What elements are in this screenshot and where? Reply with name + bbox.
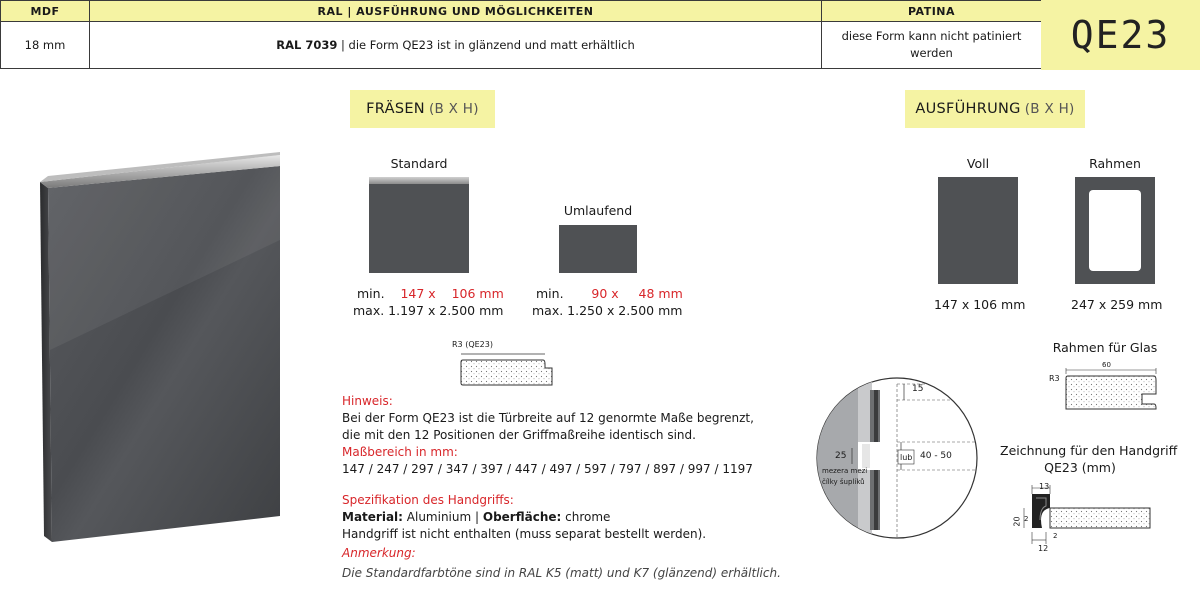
- circle-note-1: mezera mezi: [822, 467, 868, 475]
- standard-panel-rail: [369, 177, 469, 184]
- hg-dim-12: 12: [1038, 544, 1049, 553]
- umlaufend-panel: [559, 225, 637, 273]
- fraesen-subtitle: (B X H): [428, 101, 479, 117]
- massbereich-values: 147 / 247 / 297 / 347 / 397 / 447 / 497 / 597 / 797 / 897 / 997 / 1197: [342, 462, 753, 476]
- profile-drawing: [455, 350, 565, 388]
- header-mdf: MDF: [1, 1, 90, 22]
- model-code: QE23: [1041, 0, 1200, 70]
- anmerkung-text: [342, 565, 781, 582]
- rahmen-glas-r3: R3: [1049, 374, 1060, 383]
- massbereich-title: Maßbereich in mm:: [342, 445, 458, 459]
- patina-value: diese Form kann nicht patiniert werden: [822, 22, 1042, 69]
- hinweis-line-1: Bei der Form QE23 ist die Türbreite auf 12 genormte Maße begrenzt,: [342, 411, 754, 425]
- hg-dim-20: 20: [1012, 516, 1022, 527]
- anmerkung-title-text: Anmerkung:: [342, 546, 416, 560]
- circle-dim-15: 15: [912, 384, 924, 394]
- ausfuehrung-badge: [905, 90, 1085, 128]
- rahmen-panel: [1075, 177, 1155, 284]
- rahmen-glas-label: Rahmen für Glas: [1052, 340, 1158, 355]
- spez-title: Spezifikation des Handgriffs:: [342, 493, 514, 507]
- ral-description: | die Form QE23 ist in glänzend und matt erhältlich: [337, 37, 635, 52]
- handgriff-title-2: QE23 (mm): [1044, 460, 1116, 475]
- circle-dim-25: 25: [835, 451, 847, 461]
- circle-note-2: čílky šuplíků: [822, 478, 865, 486]
- material-value: Aluminium |: [402, 510, 483, 524]
- standard-min-w: 147 x: [400, 286, 436, 301]
- standard-min-label: min.: [357, 286, 385, 301]
- umlaufend-min-h: 48 mm: [638, 286, 683, 301]
- rahmen-dim: 247 x 259 mm: [1071, 297, 1163, 312]
- standard-min-h: 106 mm: [451, 286, 504, 301]
- voll-dim: 147 x 106 mm: [934, 297, 1026, 312]
- header-ral: RAL | AUSFÜHRUNG UND MÖGLICHKEITEN: [90, 1, 822, 22]
- hg-dim-2a: 2: [1024, 515, 1029, 523]
- ausfuehrung-title: AUSFÜHRUNG: [915, 101, 1021, 117]
- ral-value: [90, 22, 822, 69]
- hinweis-line-2: die mit den 12 Positionen der Griffmaßreihe identisch sind.: [342, 428, 696, 442]
- umlaufend-min-label: min.: [536, 286, 564, 301]
- standard-max: max. 1.197 x 2.500 mm: [353, 303, 504, 318]
- ral-code: RAL 7039: [276, 37, 338, 52]
- rahmen-glas-width: 60: [1102, 361, 1111, 369]
- handgriff-drawing: [1010, 480, 1160, 558]
- door-panel-illustration: [36, 150, 286, 550]
- standard-label: Standard: [390, 156, 448, 171]
- anmerkung-title: [342, 545, 416, 562]
- anmerkung-text-italic: Die Standardfarbtöne sind in RAL K5 (matt) und K7 (glänzend) erhältlich.: [342, 566, 781, 580]
- voll-panel: [938, 177, 1018, 284]
- hinweis-title: Hinweis:: [342, 394, 393, 408]
- mdf-value: 18 mm: [1, 22, 90, 69]
- circle-dim-4050: 40 - 50: [920, 451, 952, 461]
- spez-material: [342, 509, 610, 526]
- umlaufend-min-w: 90 x: [591, 286, 619, 301]
- handgriff-note: Handgriff ist nicht enthalten (muss separat bestellt werden).: [342, 527, 707, 541]
- rahmen-glass-opening: [1089, 190, 1141, 271]
- umlaufend-max: max. 1.250 x 2.500 mm: [532, 303, 683, 318]
- umlaufend-min: [536, 286, 683, 301]
- header-patina: PATINA: [822, 1, 1042, 22]
- ausfuehrung-subtitle: (B X H): [1024, 101, 1075, 117]
- oberflaeche-value: chrome: [561, 510, 611, 524]
- fraesen-badge: [350, 90, 495, 128]
- fraesen-title: FRÄSEN: [366, 101, 425, 117]
- hg-dim-13: 13: [1039, 482, 1050, 491]
- rahmen-glas-drawing: [1060, 368, 1162, 412]
- standard-panel: [369, 184, 469, 273]
- material-label: Material:: [342, 510, 403, 524]
- header-table: [0, 0, 1042, 69]
- profile-label: R3 (QE23): [452, 340, 493, 349]
- hg-dim-2b: 2: [1053, 532, 1058, 540]
- oberflaeche-label: Oberfläche:: [482, 510, 562, 524]
- circle-lub: lub: [900, 453, 913, 462]
- voll-label: Voll: [966, 156, 990, 171]
- handgriff-title-1: Zeichnung für den Handgriff: [1000, 443, 1178, 458]
- standard-min: [357, 286, 504, 301]
- umlaufend-label: Umlaufend: [563, 203, 633, 218]
- rahmen-label: Rahmen: [1089, 156, 1141, 171]
